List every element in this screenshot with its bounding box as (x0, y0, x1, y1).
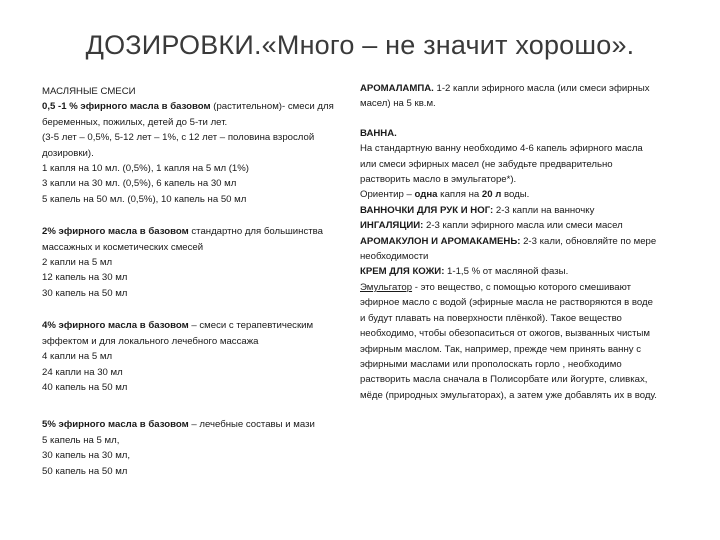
orient-bold: одна (414, 189, 438, 201)
dosage-paragraph (42, 99, 347, 130)
four-percent-block (42, 318, 347, 395)
dosage-line: 30 капель на 50 мл (42, 287, 128, 299)
orient-mid: капля на (437, 189, 482, 201)
dosage-line: 1 капля на 10 мл. (0,5%), 1 капля на 5 мл (1%) (42, 163, 249, 175)
inhalation-heading: ИНГАЛЯЦИИ: (360, 220, 424, 232)
orient-end: воды. (501, 189, 530, 201)
aromalamp-heading: АРОМАЛАМПА. (360, 83, 434, 94)
dosage-text: (растительном)- смеси для беременных, пожилых, детей до 5-ти лет. (42, 101, 334, 128)
oil-mixtures-heading: МАСЛЯНЫЕ СМЕСИ (42, 86, 136, 97)
dosage-paragraph (42, 318, 347, 349)
dosage-line: 2 капли на 5 мл (42, 257, 113, 269)
dosage-line: 40 капель на 50 мл (42, 381, 128, 393)
orient-start: Ориентир – (360, 189, 415, 201)
emulsifier-text: - это вещество, с помощью которого смешивают эфирное масло с водой (эфирные масла не растворяются в воде и будут плавать на поверхности плёнкой). Такое вещество необходимо, чтобы обезопаситься от ожогов, вызванных чистым эфирным маслом. Так, например, прежде чем принять ванну с эфирными маслами или прополоскать горло , необходимо растворить масла сначала в Полисорбате или йогурте, сливках, мёде (природных эмульгаторах), а затем уже добавлять их в воду. (360, 281, 657, 401)
inhalation-text: 2-3 капли эфирного масла или смеси масел (423, 220, 623, 232)
skin-cream-heading: КРЕМ ДЛЯ КОЖИ: (360, 266, 445, 278)
hands-feet-text: 2-3 капли на ванночку (493, 204, 595, 216)
dosage-text: стандартно для большинства массажных и косметических смесей (42, 226, 323, 253)
dosage-line: 4 капли на 5 мл (42, 351, 113, 363)
dosage-text: – лечебные составы и мази (188, 419, 315, 431)
page-title: ДОЗИРОВКИ.«Много – не значит хорошо». (85, 30, 635, 60)
left-column (42, 84, 347, 479)
dosage-line: 3 капли на 30 мл. (0,5%), 6 капель на 30 мл (42, 178, 237, 190)
oil-mixtures-block (42, 84, 347, 207)
hands-feet-paragraph (360, 203, 660, 218)
dosage-bold: 5% эфирного масла в базовом (42, 419, 189, 431)
dosage-paragraph (42, 224, 347, 255)
aromakulon-text: 2-3 кали, обновляйте по мере необходимости (360, 235, 657, 263)
skin-cream-text: 1-1,5 % от масляной фазы. (444, 266, 569, 278)
bath-text: На стандартную ванну необходимо 4-6 капель эфирного масла или смеси эфирных масел (не забудьте предварительно растворить масло в эмульгаторе*). (360, 143, 643, 186)
orient-bold-volume: 20 л (481, 189, 502, 201)
dosage-line: 5 капель на 5 мл, (42, 434, 120, 446)
aromakulon-paragraph (360, 234, 660, 265)
bath-orientation (360, 187, 660, 202)
aromalamp-paragraph (360, 81, 660, 112)
dosage-bold: 0,5 -1 % эфирного масла в базовом (42, 101, 211, 113)
dosage-bold: 4% эфирного масла в базовом (42, 320, 189, 332)
hands-feet-heading: ВАННОЧКИ ДЛЯ РУК И НОГ: (360, 204, 494, 216)
inhalation-paragraph (360, 218, 660, 233)
dosage-line: 5 капель на 50 мл. (0,5%), 10 капель на 50 мл (42, 193, 247, 205)
right-column (360, 81, 660, 403)
dosage-paragraph (42, 417, 347, 432)
dosage-line: 50 капель на 50 мл (42, 465, 128, 477)
dosage-text: – смеси с терапевтическим эффектом и для локального лечебного массажа (42, 320, 314, 347)
five-percent-block (42, 417, 347, 479)
emulsifier-paragraph (360, 280, 660, 403)
bath-heading: ВАННА. (360, 127, 397, 139)
emulsifier-term: Эмульгатор (360, 281, 413, 293)
dosage-bold: 2% эфирного масла в базовом (42, 226, 189, 238)
dosage-line: 30 капель на 30 мл, (42, 450, 131, 462)
skin-cream-paragraph (360, 264, 660, 279)
bath-block (360, 126, 660, 203)
aromakulon-heading: АРОМАКУЛОН И АРОМАКАМЕНЬ: (360, 235, 521, 247)
dosage-line: 24 капли на 30 мл (42, 366, 123, 378)
dosage-line: (3-5 лет – 0,5%, 5-12 лет – 1%, с 12 лет – половина взрослой дозировки). (42, 132, 315, 159)
dosage-line: 12 капель на 30 мл (42, 272, 128, 284)
two-percent-block (42, 224, 347, 301)
aromalamp-text: 1-2 капли эфирного масла (или смеси эфирных масел) на 5 кв.м. (360, 83, 650, 110)
